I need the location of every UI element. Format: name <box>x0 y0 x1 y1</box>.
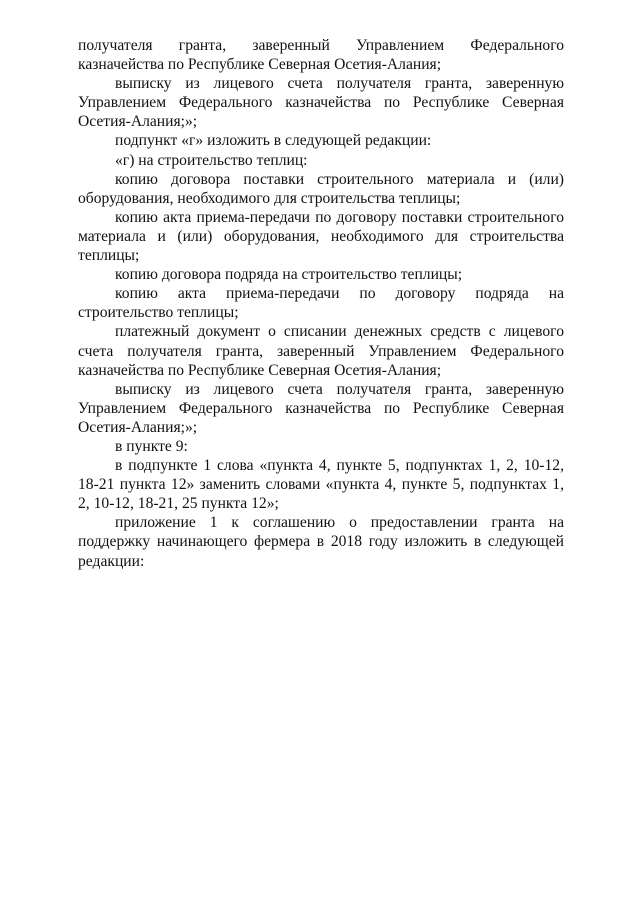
paragraph-12: в подпункте 1 слова «пункта 4, пункте 5, подпунктах 1, 2, 10-12, 18-21 пункта 12» заменить словами «пункта 4, пункте 5, подпунктах 1, 2, 10-12, 18-21, 25 пункта 12»; <box>78 457 564 513</box>
paragraph-11: в пункте 9: <box>115 437 188 455</box>
paragraph-4: «г) на строительство теплиц: <box>115 151 308 169</box>
paragraph-5: копию договора поставки строительного материала и (или) оборудования, необходимого для строительства теплицы; <box>78 170 564 207</box>
paragraph-7: копию договора подряда на строительство теплицы; <box>115 266 463 284</box>
paragraph-1: получателя гранта, заверенный Управлением Федерального казначейства по Республике Северная Осетия-Алания; <box>78 37 564 74</box>
paragraph-10: выписку из лицевого счета получателя гранта, заверенную Управлением Федерального казначейства по Республике Северная Осетия-Алания;»; <box>78 380 564 436</box>
paragraph-3: подпункт «г» изложить в следующей редакции: <box>115 132 432 150</box>
paragraph-13: приложение 1 к соглашению о предоставлении гранта на поддержку начинающего фермера в 2018 году изложить в следующей редакции: <box>78 514 564 570</box>
paragraph-8: копию акта приема-передачи по договору подряда на строительство теплицы; <box>78 285 564 322</box>
paragraph-9: платежный документ о списании денежных средств с лицевого счета получателя гранта, заверенный Управлением Федерального казначейства по Республике Северная Осетия-Алания; <box>78 323 564 379</box>
document-body <box>78 36 564 571</box>
paragraph-6: копию акта приема-передачи по договору поставки строительного материала и (или) оборудования, необходимого для строительства теплицы; <box>78 208 564 265</box>
paragraph-2: выписку из лицевого счета получателя гранта, заверенную Управлением Федерального казначейства по Республике Северная Осетия-Алания;»; <box>78 75 564 131</box>
